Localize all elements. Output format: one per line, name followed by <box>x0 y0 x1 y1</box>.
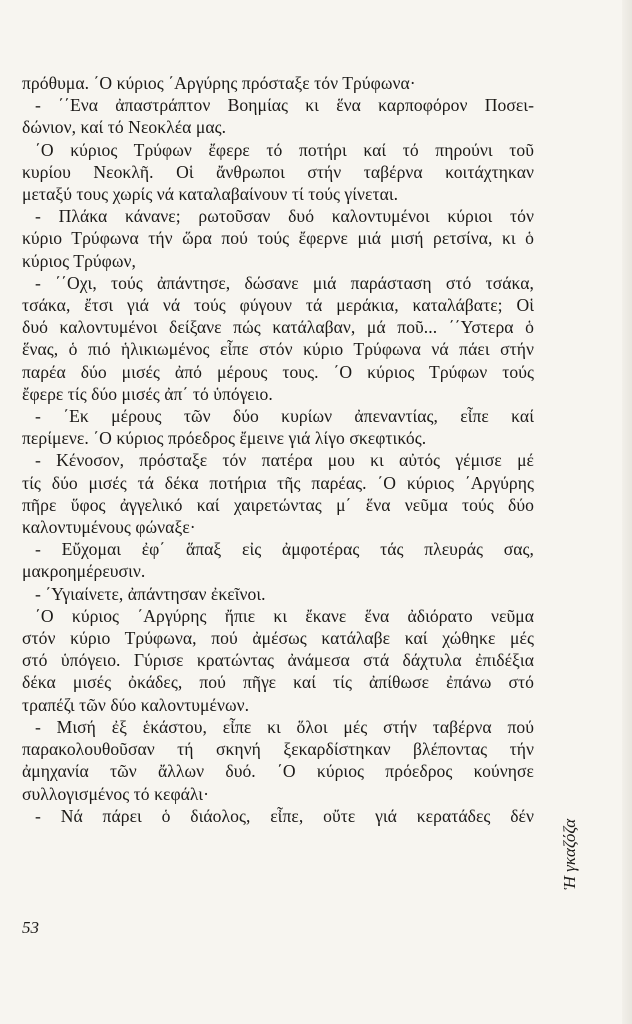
text-line: - Κένοσον, πρόσταξε τόν πατέρα μου κι αὐτός γέμισε μέ <box>35 450 534 471</box>
text-line: κυρίου Νεοκλῆ. Οἱ ἄνθρωποι στήν ταβέρνα κοιτάχτηκαν <box>22 161 534 182</box>
text-line: ἀμηχανία τῶν ἄλλων δυό. ΄Ο κύριος πρόεδρος κούνησε <box>22 761 534 782</box>
body-text <box>22 72 534 827</box>
text-line: δώνιον, καί τό Νεοκλέα μας. <box>22 117 227 138</box>
text-line: - ΄Εκ μέρους τῶν δύο κυρίων ἀπεναντίας, εἶπε καί <box>35 406 534 427</box>
text-line: μακροημέρευσιν. <box>22 561 146 582</box>
text-line: τραπέζι τῶν δύο καλοντυμένων. <box>22 694 250 715</box>
text-line: παρέα δύο μισές ἀπό μέρους τους. ΄Ο κύριος Τρύφων τούς <box>22 361 534 382</box>
text-line: περίμενε. ΄Ο κύριος πρόεδρος ἔμεινε γιά λίγο σκεφτικός. <box>22 428 427 449</box>
text-line: μεταξύ τους χωρίς νά καταλαβαίνουν τί τούς γίνεται. <box>22 184 399 205</box>
text-line: - Μισή ἐξ ἑκάστου, εἶπε κι ὅλοι μές στήν ταβέρνα πού <box>35 716 534 737</box>
text-line: - Νά πάρει ὁ διάολος, εἶπε, οὔτε γιά κερατάδες δέν <box>35 805 534 826</box>
text-line: - ΄Υγιαίνετε, ἀπάντησαν ἐκεῖνοι. <box>35 583 266 604</box>
text-line: κύριο Τρύφωνα τήν ὥρα πού τούς ἔφερνε μιά μισή ρετσίνα, κι ὁ <box>22 228 534 249</box>
text-line: τσάκα, ἔτσι γιά νά τούς φύγουν τά μεράκια, καταλάβατε; Οἱ <box>22 295 534 316</box>
text-line: δέκα μισές ὀκάδες, πού πῆγε καί τίς ἀπίθωσε ἐπάνω στό <box>22 672 534 693</box>
text-line: ἕνας, ὁ πιό ἡλικιωμένος εἶπε στόν κύριο Τρύφωνα νά πάει στήν <box>22 339 534 360</box>
text-line: συλλογισμένος τό κεφάλι· <box>22 783 209 804</box>
text-line: καλοντυμένους φώναξε· <box>22 517 196 538</box>
text-line: στόν κύριο Τρύφωνα, πού ἀμέσως κατάλαβε καί χώθηκε μές <box>22 628 534 649</box>
page-edge-shadow <box>622 0 632 1024</box>
page-number: 53 <box>22 918 39 937</box>
running-title: Ἡ γκαζόζα <box>560 818 579 890</box>
text-line: κύριος Τρύφων, <box>22 250 136 271</box>
text-line: ΄Ο κύριος ΄Αργύρης ἤπιε κι ἔκανε ἕνα ἀδιόρατο νεῦμα <box>35 605 534 626</box>
text-line: ἔφερε τίς δύο μισές ἀπ΄ τό ὑπόγειο. <box>22 383 273 404</box>
text-line: - ΄΄Ενα ἀπαστράπτον Βοημίας κι ἕνα καρποφόρον Ποσει- <box>35 95 534 116</box>
text-line: ΄Ο κύριος Τρύφων ἔφερε τό ποτήρι καί τό πηρούνι τοῦ <box>35 139 534 160</box>
text-line: - Πλάκα κάνανε; ρωτοῦσαν δυό καλοντυμένοι κύριοι τόν <box>35 206 534 227</box>
text-line: τίς δύο μισές τά δέκα ποτήρια τῆς παρέας. ΄Ο κύριος ΄Αργύρης <box>22 472 534 493</box>
text-line: στό ὑπόγειο. Γύρισε κρατώντας ἀνάμεσα στά δάχτυλα ἐπιδέξια <box>22 650 534 671</box>
text-line: δυό καλοντυμένοι δείξανε πώς κατάλαβαν, μά ποῦ... ΄΄Υστερα ὁ <box>22 317 534 338</box>
text-line: πρόθυμα. ΄Ο κύριος ΄Αργύρης πρόσταξε τόν Τρύφωνα· <box>22 73 416 93</box>
text-line: πῆρε ὕφος ἀγγελικό καί χαιρετώντας μ΄ ἕνα νεῦμα τούς δύο <box>22 494 534 515</box>
text-line: - ΄΄Οχι, τούς ἀπάντησε, δώσανε μιά παράσταση στό τσάκα, <box>35 272 534 293</box>
text-line: παρακολουθοῦσαν τή σκηνή ξεκαρδίστηκαν βλέποντας τήν <box>22 739 534 760</box>
text-line: - Εὔχομαι ἐφ΄ ἅπαξ εἰς ἀμφοτέρας τάς πλευράς σας, <box>35 539 534 560</box>
